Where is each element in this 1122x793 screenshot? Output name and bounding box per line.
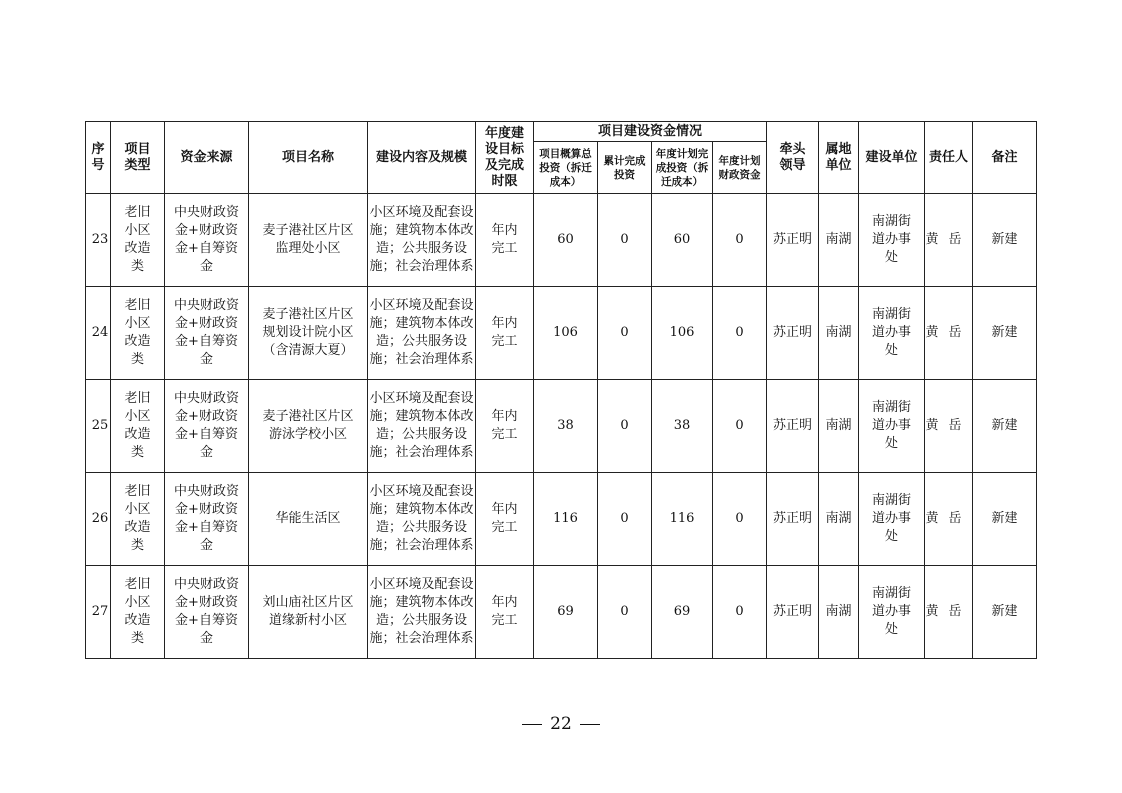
row-annual-target: 年内完工	[476, 287, 534, 380]
row-annual-target: 年内完工	[476, 473, 534, 566]
row-funding-source: 中央财政资金+财政资金+自筹资金	[165, 566, 249, 659]
row-responsible: 黄岳	[925, 473, 973, 566]
row-builder: 南湖街道办事处	[859, 287, 925, 380]
row-lead: 苏正明	[767, 287, 819, 380]
row-total-investment: 69	[534, 566, 598, 659]
row-locality: 南湖	[819, 194, 859, 287]
row-content: 小区环境及配套设施；建筑物本体改造；公共服务设施；社会治理体系	[368, 380, 476, 473]
row-project-name: 麦子港社区片区游泳学校小区	[249, 380, 368, 473]
table-row	[86, 194, 1037, 287]
row-lead: 苏正明	[767, 194, 819, 287]
row-cumulative: 0	[598, 194, 652, 287]
row-locality: 南湖	[819, 287, 859, 380]
row-annual-planned: 38	[652, 380, 713, 473]
row-annual-planned: 116	[652, 473, 713, 566]
row-index: 27	[86, 566, 111, 659]
row-annual-fiscal: 0	[713, 194, 767, 287]
row-locality: 南湖	[819, 473, 859, 566]
row-remarks: 新建	[973, 473, 1037, 566]
row-annual-target: 年内完工	[476, 194, 534, 287]
row-content: 小区环境及配套设施；建筑物本体改造；公共服务设施；社会治理体系	[368, 194, 476, 287]
header-funding-source: 资金来源	[165, 122, 249, 194]
table-body	[86, 194, 1037, 659]
row-builder: 南湖街道办事处	[859, 473, 925, 566]
row-index: 23	[86, 194, 111, 287]
table-row	[86, 287, 1037, 380]
row-responsible: 黄岳	[925, 194, 973, 287]
footer-dash-right	[580, 724, 600, 725]
row-funding-source: 中央财政资金+财政资金+自筹资金	[165, 473, 249, 566]
header-remarks: 备注	[973, 122, 1037, 194]
row-responsible: 黄岳	[925, 566, 973, 659]
footer-dash-left	[522, 724, 542, 725]
row-type: 老旧小区改造类	[111, 566, 165, 659]
row-annual-planned: 60	[652, 194, 713, 287]
header-cumulative: 累计完成投资	[598, 142, 652, 194]
table-row	[86, 566, 1037, 659]
row-type: 老旧小区改造类	[111, 194, 165, 287]
row-lead: 苏正明	[767, 380, 819, 473]
row-project-name: 华能生活区	[249, 473, 368, 566]
row-lead: 苏正明	[767, 566, 819, 659]
row-annual-target: 年内完工	[476, 566, 534, 659]
row-annual-fiscal: 0	[713, 380, 767, 473]
row-remarks: 新建	[973, 566, 1037, 659]
project-table	[85, 121, 1037, 659]
row-total-investment: 38	[534, 380, 598, 473]
row-annual-planned: 69	[652, 566, 713, 659]
row-remarks: 新建	[973, 287, 1037, 380]
row-content: 小区环境及配套设施；建筑物本体改造；公共服务设施；社会治理体系	[368, 473, 476, 566]
page-footer	[0, 714, 1122, 734]
header-annual-planned: 年度计划完成投资（拆迁成本）	[652, 142, 713, 194]
row-content: 小区环境及配套设施；建筑物本体改造；公共服务设施；社会治理体系	[368, 287, 476, 380]
row-total-investment: 60	[534, 194, 598, 287]
row-annual-planned: 106	[652, 287, 713, 380]
row-responsible: 黄岳	[925, 380, 973, 473]
row-project-name: 麦子港社区片区规划设计院小区（含清源大夏）	[249, 287, 368, 380]
header-funding-group: 项目建设资金情况	[534, 122, 767, 142]
row-total-investment: 116	[534, 473, 598, 566]
row-annual-target: 年内完工	[476, 380, 534, 473]
row-type: 老旧小区改造类	[111, 287, 165, 380]
row-index: 25	[86, 380, 111, 473]
row-cumulative: 0	[598, 287, 652, 380]
row-content: 小区环境及配套设施；建筑物本体改造；公共服务设施；社会治理体系	[368, 566, 476, 659]
row-project-name: 刘山庙社区片区道缘新村小区	[249, 566, 368, 659]
row-locality: 南湖	[819, 380, 859, 473]
header-project-name: 项目名称	[249, 122, 368, 194]
row-builder: 南湖街道办事处	[859, 566, 925, 659]
header-total-investment: 项目概算总投资（拆迁成本）	[534, 142, 598, 194]
header-builder: 建设单位	[859, 122, 925, 194]
row-responsible: 黄岳	[925, 287, 973, 380]
header-type: 项目类型	[111, 122, 165, 194]
table-row	[86, 473, 1037, 566]
header-content: 建设内容及规模	[368, 122, 476, 194]
header-annual-fiscal: 年度计划财政资金	[713, 142, 767, 194]
row-funding-source: 中央财政资金+财政资金+自筹资金	[165, 287, 249, 380]
header-responsible: 责任人	[925, 122, 973, 194]
row-remarks: 新建	[973, 380, 1037, 473]
header-locality: 属地单位	[819, 122, 859, 194]
header-index: 序号	[86, 122, 111, 194]
row-cumulative: 0	[598, 380, 652, 473]
row-builder: 南湖街道办事处	[859, 380, 925, 473]
row-index: 24	[86, 287, 111, 380]
row-total-investment: 106	[534, 287, 598, 380]
row-cumulative: 0	[598, 473, 652, 566]
row-locality: 南湖	[819, 566, 859, 659]
row-annual-fiscal: 0	[713, 287, 767, 380]
row-funding-source: 中央财政资金+财政资金+自筹资金	[165, 380, 249, 473]
row-cumulative: 0	[598, 566, 652, 659]
row-lead: 苏正明	[767, 473, 819, 566]
row-annual-fiscal: 0	[713, 566, 767, 659]
header-annual-target: 年度建设目标及完成时限	[476, 122, 534, 194]
table-row	[86, 380, 1037, 473]
row-funding-source: 中央财政资金+财政资金+自筹资金	[165, 194, 249, 287]
row-builder: 南湖街道办事处	[859, 194, 925, 287]
page-number: 22	[550, 714, 572, 734]
table-header	[86, 122, 1037, 194]
header-lead: 牵头领导	[767, 122, 819, 194]
row-index: 26	[86, 473, 111, 566]
row-project-name: 麦子港社区片区监理处小区	[249, 194, 368, 287]
row-type: 老旧小区改造类	[111, 380, 165, 473]
row-type: 老旧小区改造类	[111, 473, 165, 566]
row-annual-fiscal: 0	[713, 473, 767, 566]
row-remarks: 新建	[973, 194, 1037, 287]
